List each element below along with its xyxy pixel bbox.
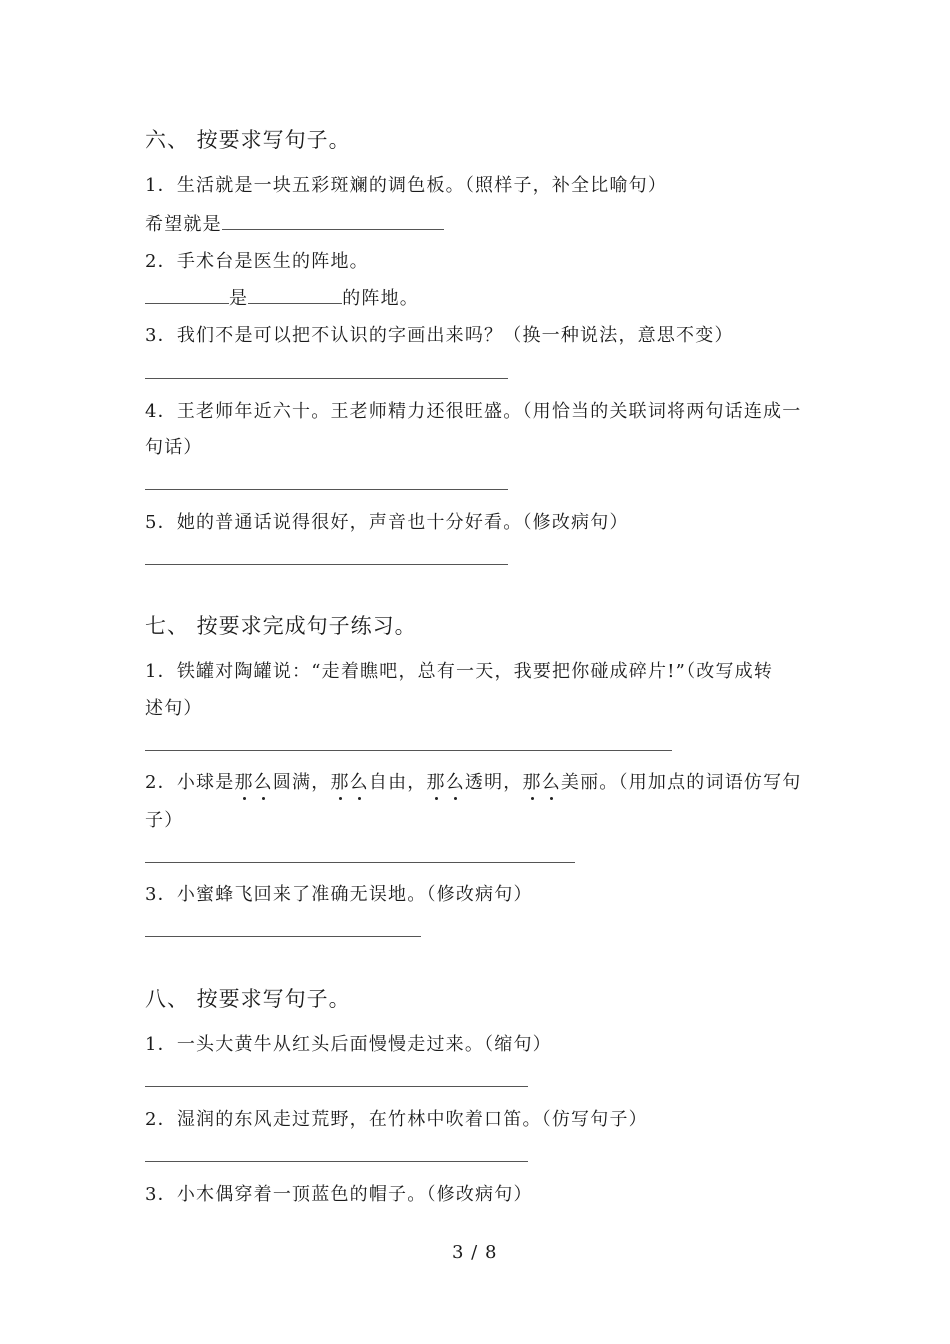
s7-q2-text: 2．小球是 [145,772,235,793]
s7-q2-text: 透明， [464,772,523,793]
emphasis-dot: 么 [349,772,369,793]
emphasis-dot: 那 [234,772,254,793]
s6-question-3: 3．我们不是可以把不认识的字画出来吗？（换一种说法，意思不变） [145,325,734,346]
section-6-title: 六、 按要求写句子。 [145,128,351,152]
emphasis-dot: 那 [426,772,446,793]
emphasis-dot: 那 [522,772,542,793]
emphasis-dot: 么 [541,772,561,793]
s6-question-1-answer [145,210,444,236]
answer-line[interactable] [145,564,508,565]
s6-q2-end: 的阵地。 [342,288,420,309]
emphasized-word [234,772,272,793]
emphasized-word [523,772,561,793]
answer-line[interactable] [145,378,508,379]
s6-q1-prefix: 希望就是 [145,214,222,235]
answer-line[interactable] [145,862,575,863]
answer-blank[interactable] [248,285,342,304]
s6-question-5: 5．她的普通话说得很好，声音也十分好看。（修改病句） [145,512,629,533]
answer-blank[interactable] [222,211,444,230]
s7-q2-text: 圆满， [272,772,331,793]
emphasis-dot: 那 [330,772,350,793]
answer-line[interactable] [145,489,508,490]
emphasis-dot: 么 [445,772,465,793]
s6-question-2-answer [145,284,419,310]
s6-question-4-line-1: 4．王老师年近六十。王老师精力还很旺盛。（用恰当的关联词将两句话连成一 [145,401,802,422]
answer-line[interactable] [145,750,672,751]
answer-line[interactable] [145,1161,528,1162]
section-7-title: 七、 按要求完成句子练习。 [145,614,417,638]
s7-question-1-line-2: 述句） [145,698,203,719]
page-number: 3 / 8 [452,1242,498,1263]
s8-question-1: 1．一头大黄牛从红头后面慢慢走过来。（缩句） [145,1034,552,1055]
emphasis-dot: 么 [253,772,273,793]
emphasized-word [330,772,368,793]
s7-question-1-line-1: 1．铁罐对陶罐说：“走着瞧吧，总有一天，我要把你碰成碎片!”（改写成转 [145,661,774,682]
s7-q2-text: 美丽。（用加点的词语仿写句 [560,772,802,793]
emphasized-word [426,772,464,793]
s6-question-2: 2．手术台是医生的阵地。 [145,251,369,272]
s6-question-1: 1．生活就是一块五彩斑斓的调色板。（照样子，补全比喻句） [145,175,668,196]
s7-q2-text: 自由， [368,772,427,793]
answer-line[interactable] [145,936,421,937]
s8-question-3: 3．小木偶穿着一顶蓝色的帽子。（修改病句） [145,1184,533,1205]
s6-question-4-line-2: 句话） [145,437,203,458]
s7-question-2-line-1 [145,768,802,794]
section-8-title: 八、 按要求写句子。 [145,987,351,1011]
s7-question-2-line-2: 子） [145,810,184,831]
s8-question-2: 2．湿润的东风走过荒野，在竹林中吹着口笛。（仿写句子） [145,1109,648,1130]
s6-q2-mid: 是 [229,288,249,309]
s7-question-3: 3．小蜜蜂飞回来了准确无误地。（修改病句） [145,884,533,905]
answer-blank[interactable] [145,285,229,304]
answer-line[interactable] [145,1086,528,1087]
